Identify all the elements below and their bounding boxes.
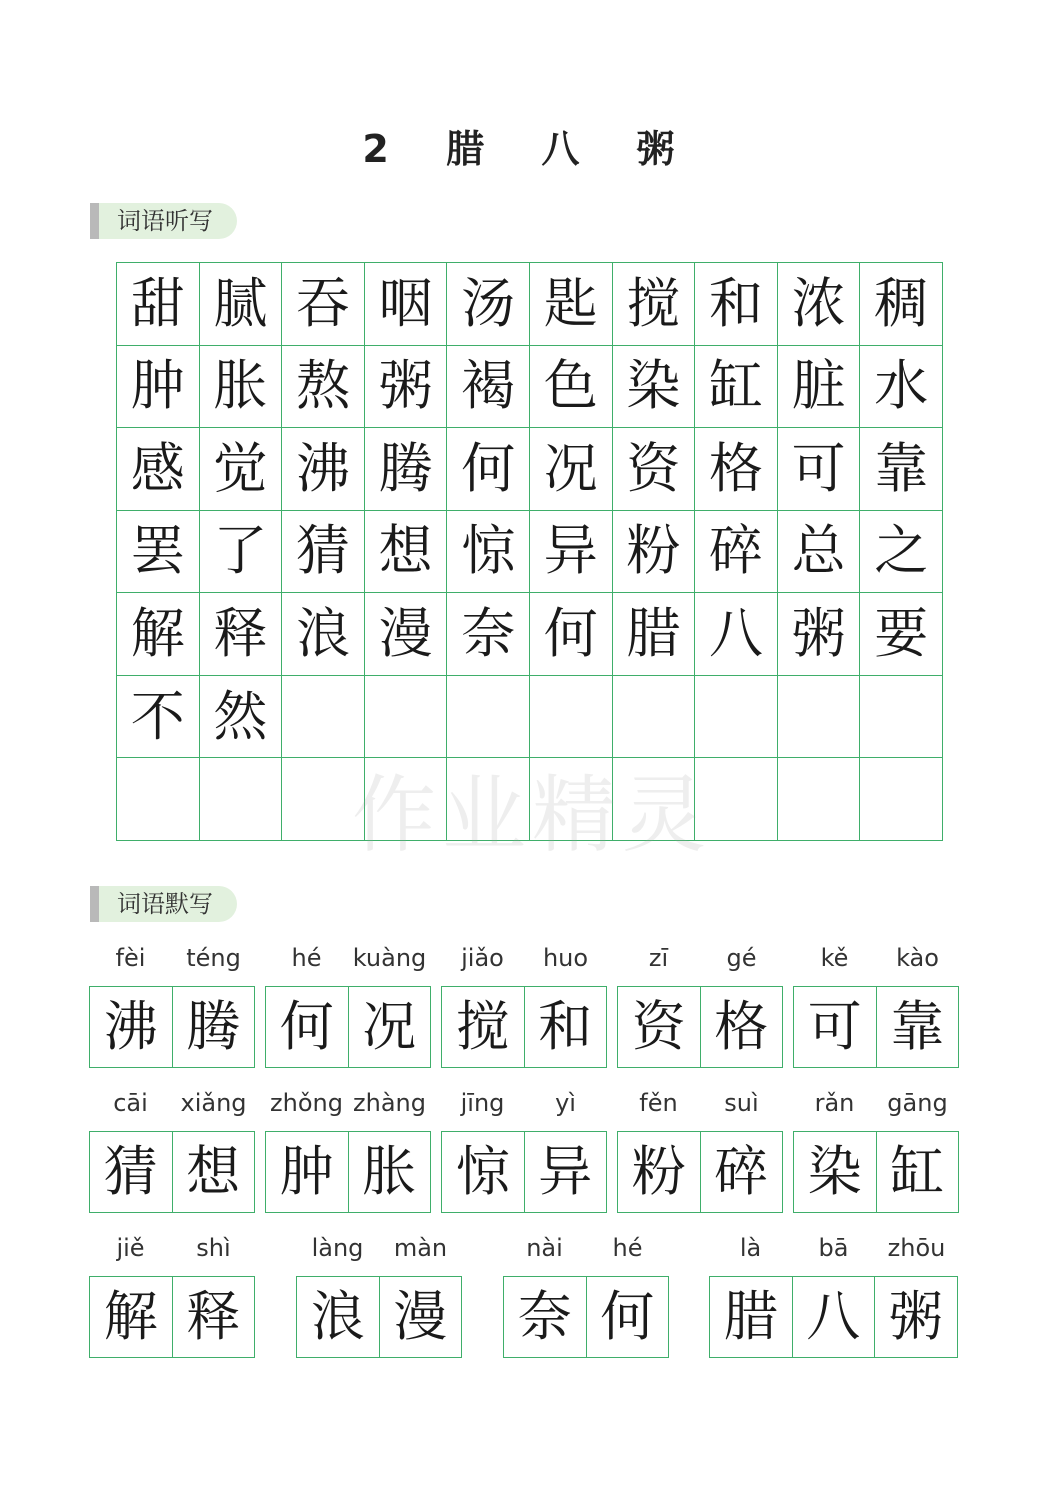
word-group (617, 1089, 783, 1213)
grid-cell: 匙 (530, 263, 613, 346)
grid-cell (447, 676, 530, 759)
pinyin-label: nài (526, 1234, 563, 1262)
grid-cell: 粉 (613, 511, 696, 594)
pinyin-label: zhàng (353, 1089, 426, 1117)
char-box: 浪 (297, 1277, 380, 1357)
word-group (793, 944, 959, 1068)
grid-cell (613, 676, 696, 759)
grid-cell: 腊 (613, 593, 696, 676)
grid-cell (530, 676, 613, 759)
grid-cell (860, 758, 943, 841)
grid-cell (200, 758, 283, 841)
char-box: 何 (600, 1285, 655, 1348)
char-box: 和 (538, 995, 593, 1058)
grid-cell: 粥 (778, 593, 861, 676)
grid-cell: 碎 (695, 511, 778, 594)
char-box: 奈 (504, 1277, 587, 1357)
grid-cell: 然 (200, 676, 283, 759)
grid-cell: 何 (447, 428, 530, 511)
page-title: 2 腊 八 粥 (362, 127, 679, 171)
char-box: 异 (538, 1140, 593, 1203)
pinyin-label: téng (186, 944, 241, 972)
pinyin-label: yì (555, 1089, 576, 1117)
char-box: 猜 (90, 1132, 173, 1212)
char-box: 腾 (186, 995, 241, 1058)
grid-cell: 脏 (778, 346, 861, 429)
grid-cell: 漫 (365, 593, 448, 676)
grid-cell (117, 758, 200, 841)
grid-cell: 染 (613, 346, 696, 429)
char-box: 格 (714, 995, 769, 1058)
char-box: 粉 (618, 1132, 701, 1212)
pinyin-label: jiě (116, 1234, 145, 1262)
pinyin-label: cāi (113, 1089, 148, 1117)
word-group (617, 944, 783, 1068)
grid-cell: 之 (860, 511, 943, 594)
word-group (265, 944, 431, 1068)
grid-cell: 了 (200, 511, 283, 594)
grid-cell (282, 758, 365, 841)
grid-cell: 吞 (282, 263, 365, 346)
char-box: 况 (362, 995, 417, 1058)
grid-cell: 不 (117, 676, 200, 759)
char-box: 缸 (890, 1140, 945, 1203)
grid-cell: 浓 (778, 263, 861, 346)
grid-cell: 腾 (365, 428, 448, 511)
pinyin-label: xiǎng (180, 1089, 247, 1117)
word-group (441, 944, 607, 1068)
pinyin-label: bā (818, 1234, 849, 1262)
word-group (296, 1234, 462, 1358)
pinyin-label: gāng (887, 1089, 948, 1117)
word-group (89, 944, 255, 1068)
grid-cell: 靠 (860, 428, 943, 511)
grid-cell (778, 758, 861, 841)
grid-cell (365, 758, 448, 841)
pinyin-label: gé (726, 944, 757, 972)
char-box: 腊 (710, 1277, 793, 1357)
grid-cell (530, 758, 613, 841)
char-box: 粥 (888, 1285, 943, 1348)
grid-cell: 资 (613, 428, 696, 511)
char-box: 资 (618, 987, 701, 1067)
grid-cell: 异 (530, 511, 613, 594)
pinyin-label: zī (648, 944, 669, 972)
grid-cell (447, 758, 530, 841)
grid-cell: 解 (117, 593, 200, 676)
char-box: 靠 (890, 995, 945, 1058)
grid-cell: 奈 (447, 593, 530, 676)
grid-cell: 稠 (860, 263, 943, 346)
grid-cell: 感 (117, 428, 200, 511)
char-box: 惊 (442, 1132, 525, 1212)
char-box: 八 (793, 1277, 876, 1357)
char-box: 肿 (266, 1132, 349, 1212)
pinyin-label: zhǒng (270, 1089, 343, 1117)
grid-cell: 何 (530, 593, 613, 676)
dictation-grid (116, 262, 943, 841)
char-box: 搅 (442, 987, 525, 1067)
pinyin-label: hé (612, 1234, 643, 1262)
pinyin-label: kào (896, 944, 939, 972)
watermark: 作业精灵 (352, 766, 713, 864)
pinyin-label: suì (724, 1089, 759, 1117)
pinyin-label: huo (542, 944, 589, 972)
grid-cell: 熬 (282, 346, 365, 429)
char-box: 解 (90, 1277, 173, 1357)
grid-cell (282, 676, 365, 759)
pinyin-label: hé (291, 944, 322, 972)
grid-cell: 想 (365, 511, 448, 594)
grid-cell: 胀 (200, 346, 283, 429)
grid-cell: 浪 (282, 593, 365, 676)
grid-cell: 褐 (447, 346, 530, 429)
grid-cell: 释 (200, 593, 283, 676)
char-box: 沸 (90, 987, 173, 1067)
grid-cell (365, 676, 448, 759)
grid-cell: 咽 (365, 263, 448, 346)
word-group (265, 1089, 431, 1213)
grid-cell (695, 676, 778, 759)
word-group (89, 1089, 255, 1213)
grid-cell: 肿 (117, 346, 200, 429)
grid-cell: 可 (778, 428, 861, 511)
pinyin-label: kuàng (352, 944, 427, 972)
char-box: 胀 (362, 1140, 417, 1203)
word-group (709, 1234, 958, 1358)
grid-cell: 沸 (282, 428, 365, 511)
grid-cell (860, 676, 943, 759)
char-box: 想 (186, 1140, 241, 1203)
pinyin-label: rǎn (814, 1089, 855, 1117)
grid-cell: 惊 (447, 511, 530, 594)
grid-cell (613, 758, 696, 841)
grid-cell: 腻 (200, 263, 283, 346)
char-box: 染 (794, 1132, 877, 1212)
grid-cell: 汤 (447, 263, 530, 346)
grid-cell: 色 (530, 346, 613, 429)
char-box: 何 (266, 987, 349, 1067)
char-box: 漫 (393, 1285, 448, 1348)
pinyin-label: jiǎo (461, 944, 504, 972)
grid-cell: 搅 (613, 263, 696, 346)
word-group (793, 1089, 959, 1213)
grid-cell (695, 758, 778, 841)
section-label-writing: 词语默写 (90, 886, 237, 922)
pinyin-label: làng (311, 1234, 364, 1262)
grid-cell: 粥 (365, 346, 448, 429)
grid-cell: 甜 (117, 263, 200, 346)
grid-cell: 猜 (282, 511, 365, 594)
char-box: 释 (186, 1285, 241, 1348)
pinyin-label: fěn (639, 1089, 678, 1117)
pinyin-label: jīng (460, 1089, 505, 1117)
pinyin-label: shì (196, 1234, 231, 1262)
grid-cell: 格 (695, 428, 778, 511)
grid-cell: 和 (695, 263, 778, 346)
char-box: 碎 (714, 1140, 769, 1203)
word-group (441, 1089, 607, 1213)
pinyin-label: fèi (115, 944, 146, 972)
word-group (89, 1234, 255, 1358)
pinyin-label: zhōu (887, 1234, 946, 1262)
char-box: 可 (794, 987, 877, 1067)
grid-cell: 水 (860, 346, 943, 429)
section-label-dictation: 词语听写 (90, 203, 237, 239)
grid-cell: 况 (530, 428, 613, 511)
grid-cell (778, 676, 861, 759)
grid-cell: 要 (860, 593, 943, 676)
pinyin-label: màn (393, 1234, 448, 1262)
pinyin-label: là (739, 1234, 762, 1262)
grid-cell: 觉 (200, 428, 283, 511)
pinyin-label: kě (820, 944, 849, 972)
grid-cell: 罢 (117, 511, 200, 594)
word-group (503, 1234, 669, 1358)
grid-cell: 八 (695, 593, 778, 676)
grid-cell: 缸 (695, 346, 778, 429)
grid-cell: 总 (778, 511, 861, 594)
